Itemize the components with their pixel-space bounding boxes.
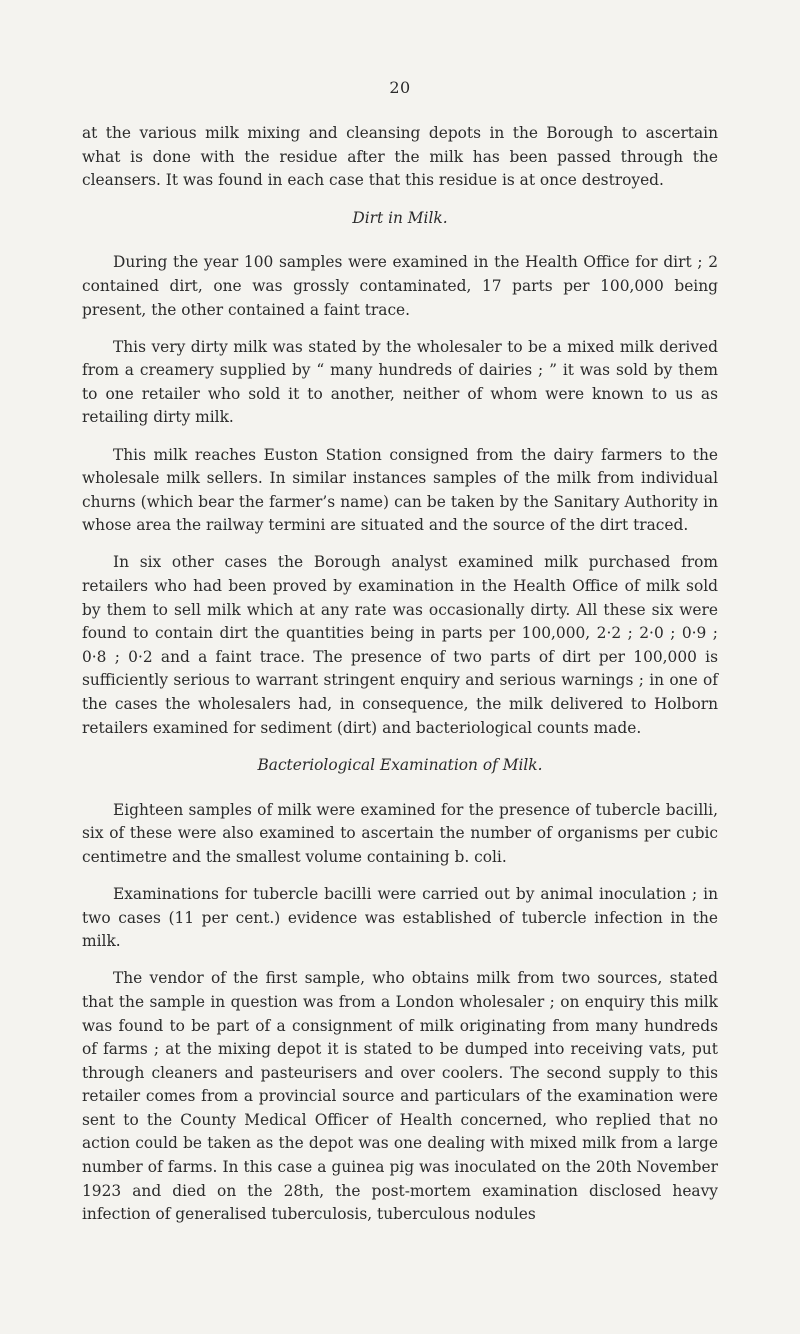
page-number: 20 (389, 78, 411, 97)
paragraph-continuation: at the various milk mixing and cleansing depots in the Borough to ascertain what is done with the residue after the milk has been passed through the cleansers. It was found in each case that this residue is at once destroyed. (82, 124, 718, 190)
page-body (82, 122, 718, 1240)
paragraph-eighteen-samples: Eighteen samples of milk were examined for the presence of tubercle bacilli, six of these were also examined to ascertain the number of organisms per cubic centimetre and the smallest volume containing b. coli. (82, 800, 718, 866)
paragraph-vendor-first-sample: The vendor of the first sample, who obtains milk from two sources, stated that the sample in question was from a London wholesaler ; on enquiry this milk was found to be part of a consignment of milk originating from many hundreds of farms ; at the mixing depot it is stated to be dumped into receiving vats, put through cleaners and pasteurisers and over coolers. The second supply to this retailer comes from a provincial source and particulars of the examination were sent to the County Medical Officer of Health concerned, who replied that no action could be taken as the depot was one dealing with mixed milk from a large number of farms. In this case a guinea pig was inoculated on the 20th November 1923 and died on the 28th, the post-mortem examination disclosed heavy infection of generalised tuberculosis, tuberculous nodules (82, 969, 718, 1224)
paragraph-dirty-milk-wholesaler: This very dirty milk was stated by the wholesaler to be a mixed milk derived from a creamery supplied by “ many hundreds of dairies ; ” it was sold by them to one retailer who sold it to another, neither of whom were known to us as retailing dirty milk. (82, 337, 718, 427)
section-heading-bacteriological-examination: Bacteriological Examination of Milk. (257, 756, 543, 775)
paragraph-dirt-samples: During the year 100 samples were examined in the Health Office for dirt ; 2 contained dirt, one was grossly contaminated, 17 parts per 100,000 being present, the other contained a faint trace. (82, 253, 718, 319)
paragraph-six-other-cases: In six other cases the Borough analyst examined milk purchased from retailers who had been proved by examination in the Health Office of milk sold by them to sell milk which at any rate was occasionally dirty. All these six were found to contain dirt the quantities being in parts per 100,000, 2·2 ; 2·0 ; 0·9 ; 0·8 ; 0·2 and a faint trace. The presence of two parts of dirt per 100,000 is sufficiently serious to warrant stringent enquiry and serious warnings ; in one of the cases the wholesalers had, in consequence, the milk delivered to Holborn retailers examined for sediment (dirt) and bacteriological counts made. (82, 553, 718, 737)
paragraph-animal-inoculation: Examinations for tubercle bacilli were carried out by animal inoculation ; in two cases (11 per cent.) evidence was established of tubercle infection in the milk. (82, 885, 718, 951)
section-heading-dirt-in-milk: Dirt in Milk. (352, 208, 448, 227)
paragraph-euston-station: This milk reaches Euston Station consigned from the dairy farmers to the wholesale milk sellers. In similar instances samples of the milk from individual churns (which bear the farmer’s name) can be taken by the Sanitary Authority in whose area the railway termini are situated and the source of the dirt traced. (82, 445, 718, 535)
